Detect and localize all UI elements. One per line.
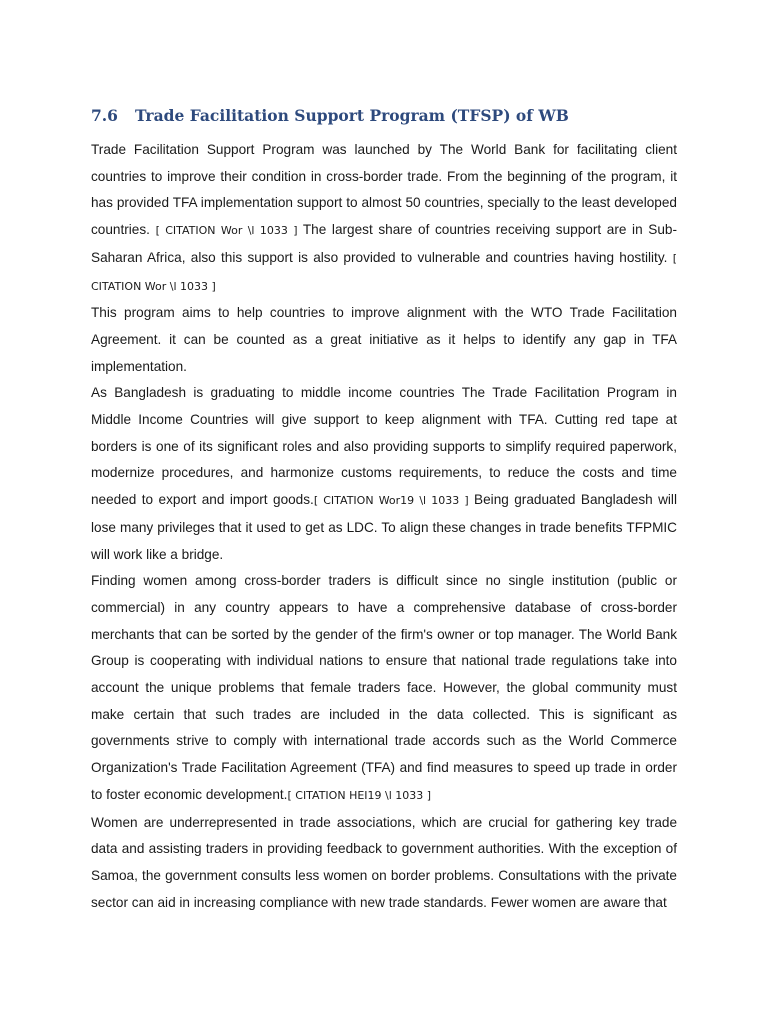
- paragraph-text: Finding women among cross-border traders is difficult since no single institution (public or commercial) in any country appears to have a comprehensive database of cross-border merchants that can be sorted by the gender of the firm's owner or top manager. The World Bank Group is cooperating with individual nations to ensure that national trade regulations take into account the unique problems that female traders face. However, the global community must make certain that such trades are included in the data collected. This is significant as governments strive to comply with international trade accords such as the World Commerce Organization's Trade Facilitation Agreement (TFA) and find measures to speed up trade in order to foster economic development.: [91, 573, 677, 802]
- body-text: [91, 137, 677, 916]
- paragraph-text: This program aims to help countries to improve alignment with the WTO Trade Facilitation Agreement. it can be counted as a great initiative as it helps to identify any gap in TFA implementation.: [91, 305, 677, 374]
- citation-field: [ CITATION HEI19 \l 1033 ]: [287, 788, 432, 802]
- paragraph-text: Trade Facilitation Support Program was launched by The World Bank for facilitating client countries to improve their condition in cross-border trade. From the beginning of the program, it has provided TFA implementation support to almost 50 countries, specially to the least developed countries.: [91, 142, 677, 238]
- paragraph-women-traders: [91, 568, 677, 809]
- section-heading: [91, 106, 691, 125]
- paragraph-trade-associations: [91, 810, 677, 917]
- section-number: 7.6: [91, 106, 118, 125]
- section-title: Trade Facilitation Support Program (TFSP) of WB: [135, 106, 569, 125]
- paragraph-bangladesh: [91, 380, 677, 568]
- citation-field: [ CITATION Wor \l 1033 ]: [91, 251, 677, 293]
- paragraph-text: As Bangladesh is graduating to middle income countries The Trade Facilitation Program in Middle Income Countries will give support to keep alignment with TFA. Cutting red tape at borders is one of its significant roles and also providing supports to simplify required paperwork, modernize procedures, and harmonize customs requirements, to reduce the costs and time needed to export and import goods.: [91, 385, 677, 508]
- paragraph-text: Women are underrepresented in trade associations, which are crucial for gathering key trade data and assisting traders in providing feedback to government authorities. With the exception of Samoa, the government consults less women on border problems. Consultations with the private sector can aid in increasing compliance with new trade standards. Fewer women are aware that: [91, 814, 677, 910]
- paragraph-text: Being graduated Bangladesh will lose many privileges that it used to get as LDC. To align these changes in trade benefits TFPMIC will work like a bridge.: [91, 492, 677, 562]
- paragraph-program-aims: [91, 300, 677, 380]
- citation-field: [ CITATION Wor \l 1033 ]: [155, 224, 298, 238]
- paragraph-tfsp-intro: [91, 137, 677, 300]
- paragraph-text: The largest share of countries receiving support are in Sub-Saharan Africa, also this support is also provided to vulnerable and countries having hostility.: [91, 222, 677, 265]
- citation-field: [ CITATION Wor19 \l 1033 ]: [313, 494, 469, 508]
